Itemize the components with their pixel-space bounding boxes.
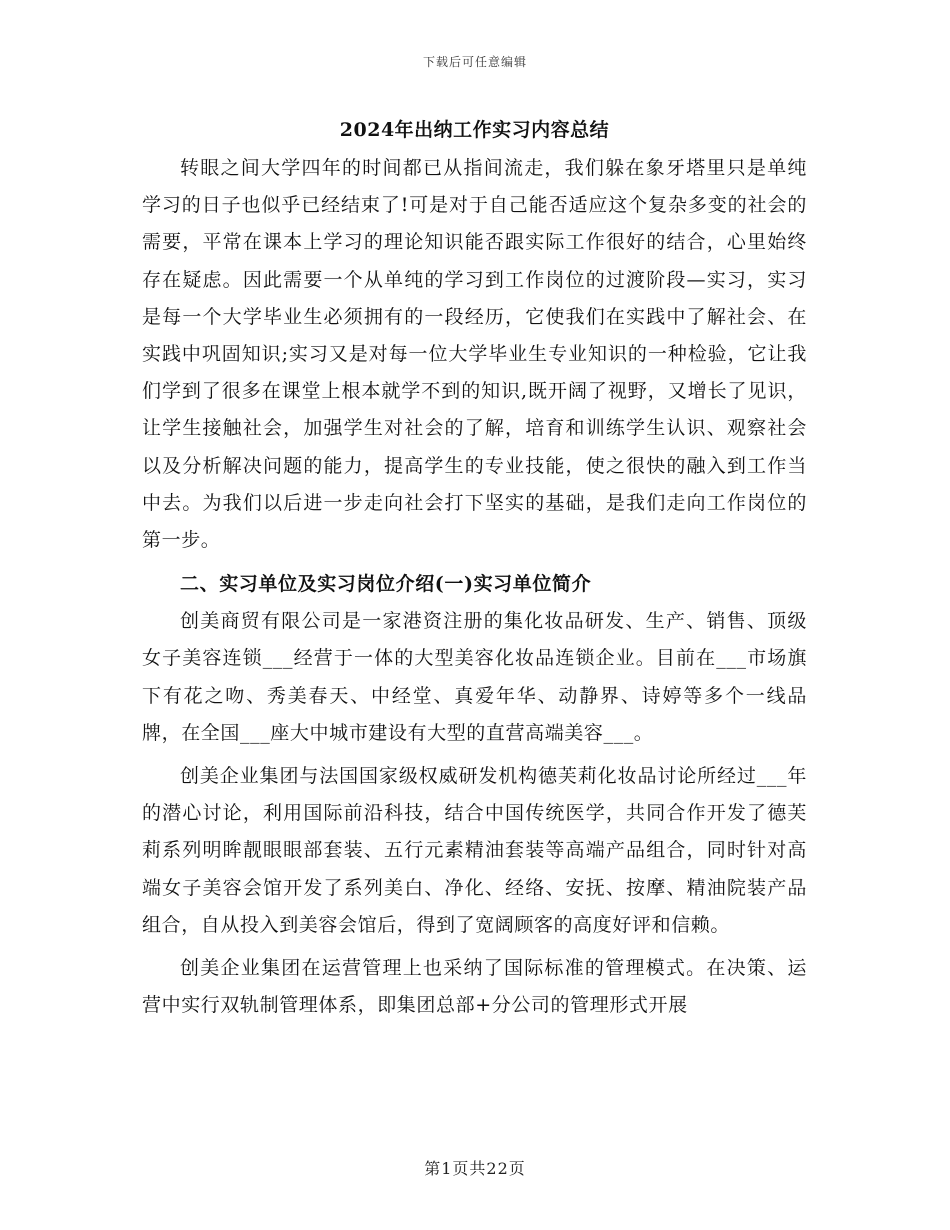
paragraph-intro: 转眼之间大学四年的时间都已从指间流走，我们躲在象牙塔里只是单纯学习的日子也似乎已经结束了!可是对于自己能否适应这个复杂多变的社会的需要，平常在课本上学习的理论知识能否跟实际工作很好的结合，心里始终存在疑虑。因此需要一个从单纯的学习到工作岗位的过渡阶段—实习，实习是每一个大学毕业生必须拥有的一段经历，它使我们在实践中了解社会、在实践中巩固知识;实习又是对每一位大学毕业生专业知识的一种检验，它让我们学到了很多在课堂上根本就学不到的知识,既开阔了视野，又增长了见识，让学生接触社会，加强学生对社会的了解，培育和训练学生认识、观察社会以及分析解决问题的能力，提高学生的专业技能，使之很快的融入到工作当中去。为我们以后进一步走向社会打下坚实的基础，是我们走向工作岗位的第一步。 xyxy=(142,157,807,552)
page-number: 第1页共22页 xyxy=(424,1159,526,1178)
paragraph-research-cooperation: 创美企业集团与法国国家级权威研发机构德芙莉化妆品讨论所经过___年的潜心讨论，利用国际前沿科技，结合中国传统医学，共同合作开发了德芙莉系列明眸靓眼眼部套装、五行元素精油套装等高端产品组合，同时针对高端女子美容会馆开发了系列美白、净化、经络、安抚、按摩、精油院装产品组合，自从投入到美容会馆后，得到了宽阔顾客的高度好评和信赖。 xyxy=(142,765,807,936)
section-heading: 二、实习单位及实习岗位介绍(一)实习单位简介 xyxy=(180,573,592,596)
paragraph-management-mode: 创美企业集团在运营管理上也采纳了国际标准的管理模式。在决策、运营中实行双轨制管理体系，即集团总部+分公司的管理形式开展 xyxy=(142,957,807,1017)
page-header: 下载后可任意编辑 xyxy=(422,55,527,69)
paragraph-company-intro: 创美商贸有限公司是一家港资注册的集化妆品研发、生产、销售、顶级女子美容连锁___经营于一体的大型美容化妆品连锁企业。目前在___市场旗下有花之吻、秀美春天、中经堂、真爱年华、动静界、诗婷等多个一线品牌，在全国___座大中城市建设有大型的直营高端美容___。 xyxy=(142,610,807,744)
document-title: 2024年出纳工作实习内容总结 xyxy=(339,119,610,141)
document-body xyxy=(142,112,807,1024)
